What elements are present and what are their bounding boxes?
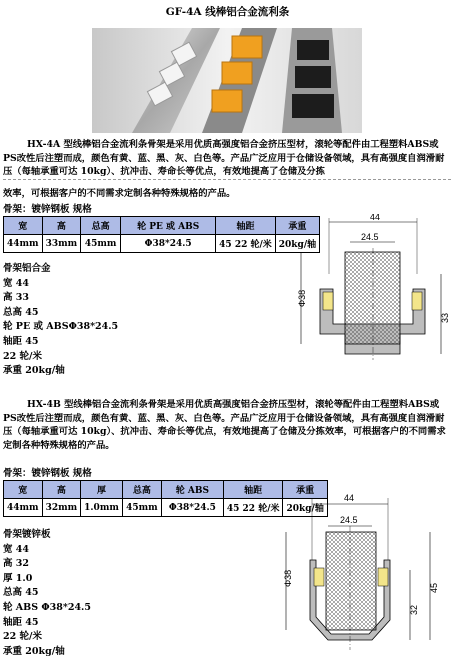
spec-caption-hx4a: 骨架：镀锌钢板 规格 — [3, 204, 92, 215]
dim-height-total: 45 — [429, 582, 439, 593]
dim-height: 33 — [440, 312, 450, 323]
roller-rail-black — [282, 28, 342, 133]
product-photo — [92, 28, 362, 133]
dim-diameter: Φ38 — [297, 289, 307, 307]
table-cell: 20kg/轴 — [283, 499, 327, 517]
list-item: 轴距 45 — [3, 335, 39, 347]
table-cell: Φ38*24.5 — [121, 235, 216, 253]
table-header-cell: 承重 — [283, 481, 327, 499]
list-title: 骨架镀锌板 — [3, 529, 51, 540]
table-header-cell: 轮 ABS — [161, 481, 223, 499]
list-item: 宽 44 — [3, 277, 30, 289]
list-item: 承重 20kg/轴 — [3, 365, 65, 377]
table-header-row — [4, 217, 320, 235]
intro-paragraph-hx4a: HX-4A 型线棒铝合金流利条骨架是采用优质高强度铝合金挤压型材，滚轮等配件由工程塑料ABS或PS改性后注塑而成，颜色有黄、蓝、黑、灰、白色等。产品广泛应用于仓储设备领域，具有高强度自润滑耐压（每轴承重可达 10kg）、抗冲击、寿命长等优点，有效地提高了仓储及分拣 — [3, 138, 451, 180]
cross-section-drawing-hx4b — [270, 490, 450, 655]
spec-caption-hx4b: 骨架：镀锌钢板 规格 — [3, 468, 92, 479]
list-item: 轴距 45 — [3, 616, 39, 628]
table-header-cell: 总高 — [81, 217, 121, 235]
table-header-cell: 宽 — [4, 481, 43, 499]
dim-height-inner: 32 — [409, 604, 419, 615]
table-header-cell: 轴距 — [216, 217, 276, 235]
table-cell: 45 22 轮/米 — [216, 235, 276, 253]
table-cell: 44mm — [4, 235, 43, 253]
list-title: 骨架铝合金 — [3, 263, 51, 274]
list-item: 总高 45 — [3, 587, 39, 599]
table-row — [4, 235, 320, 253]
cross-section-drawing-hx4a — [295, 214, 455, 364]
list-item: 高 33 — [3, 292, 30, 304]
table-cell: 32mm — [42, 499, 81, 517]
spec-table-hx4a — [3, 216, 320, 253]
dim-top-width: 44 — [370, 214, 381, 222]
intro-paragraph-hx4a-tail: 效率，可根据客户的不同需求定制各种特殊规格的产品。 — [3, 188, 236, 199]
page-title: GF-4A 线棒铝合金流利条 — [165, 6, 290, 18]
dim-inner-width: 24.5 — [361, 232, 379, 242]
table-header-cell: 承重 — [275, 217, 319, 235]
table-cell: 45mm — [81, 235, 121, 253]
spec-list-hx4b — [3, 528, 91, 659]
table-cell: 1.0mm — [81, 499, 123, 517]
list-item: 轮 PE 或 ABSΦ38*24.5 — [3, 321, 119, 333]
table-header-cell: 高 — [42, 217, 81, 235]
spec-list-hx4a — [3, 262, 118, 379]
table-header-cell: 轮 PE 或 ABS — [121, 217, 216, 235]
table-header-cell: 宽 — [4, 217, 43, 235]
intro-paragraph-hx4b: HX-4B 型线棒铝合金流利条骨架是采用优质高强度铝合金挤压型材，滚轮等配件由工程塑料ABS或PS改性后注塑而成，颜色有黄、蓝、黑、灰、白色等。产品广泛应用于仓储设备领域，具有高强度自润滑耐压（每轴承重可达 10kg）、抗冲击、寿命长等优点，有效地提高了仓储及分拣效率，可根据客户的不同需求定制各种特殊规格的产品。 — [3, 399, 446, 451]
table-cell: 33mm — [42, 235, 81, 253]
list-item: 轮 ABS Φ38*24.5 — [3, 601, 91, 613]
list-item: 承重 20kg/轴 — [3, 645, 65, 657]
table-cell: 20kg/轴 — [275, 235, 319, 253]
list-item: 22 轮/米 — [3, 350, 42, 362]
dim-top-width: 44 — [344, 493, 355, 503]
table-header-cell: 厚 — [81, 481, 123, 499]
table-header-cell: 高 — [42, 481, 81, 499]
list-item: 高 32 — [3, 558, 30, 570]
dim-diameter: Φ38 — [283, 569, 293, 587]
dim-inner-width: 24.5 — [340, 515, 358, 525]
table-header-cell: 轴距 — [223, 481, 283, 499]
table-cell: Φ38*24.5 — [161, 499, 223, 517]
table-cell: 45mm — [122, 499, 161, 517]
table-header-cell: 总高 — [122, 481, 161, 499]
table-cell: 44mm — [4, 499, 43, 517]
list-item: 22 轮/米 — [3, 631, 42, 643]
list-item: 厚 1.0 — [3, 572, 33, 584]
list-item: 宽 44 — [3, 543, 30, 555]
list-item: 总高 45 — [3, 306, 39, 318]
table-cell: 45 22 轮/米 — [223, 499, 283, 517]
